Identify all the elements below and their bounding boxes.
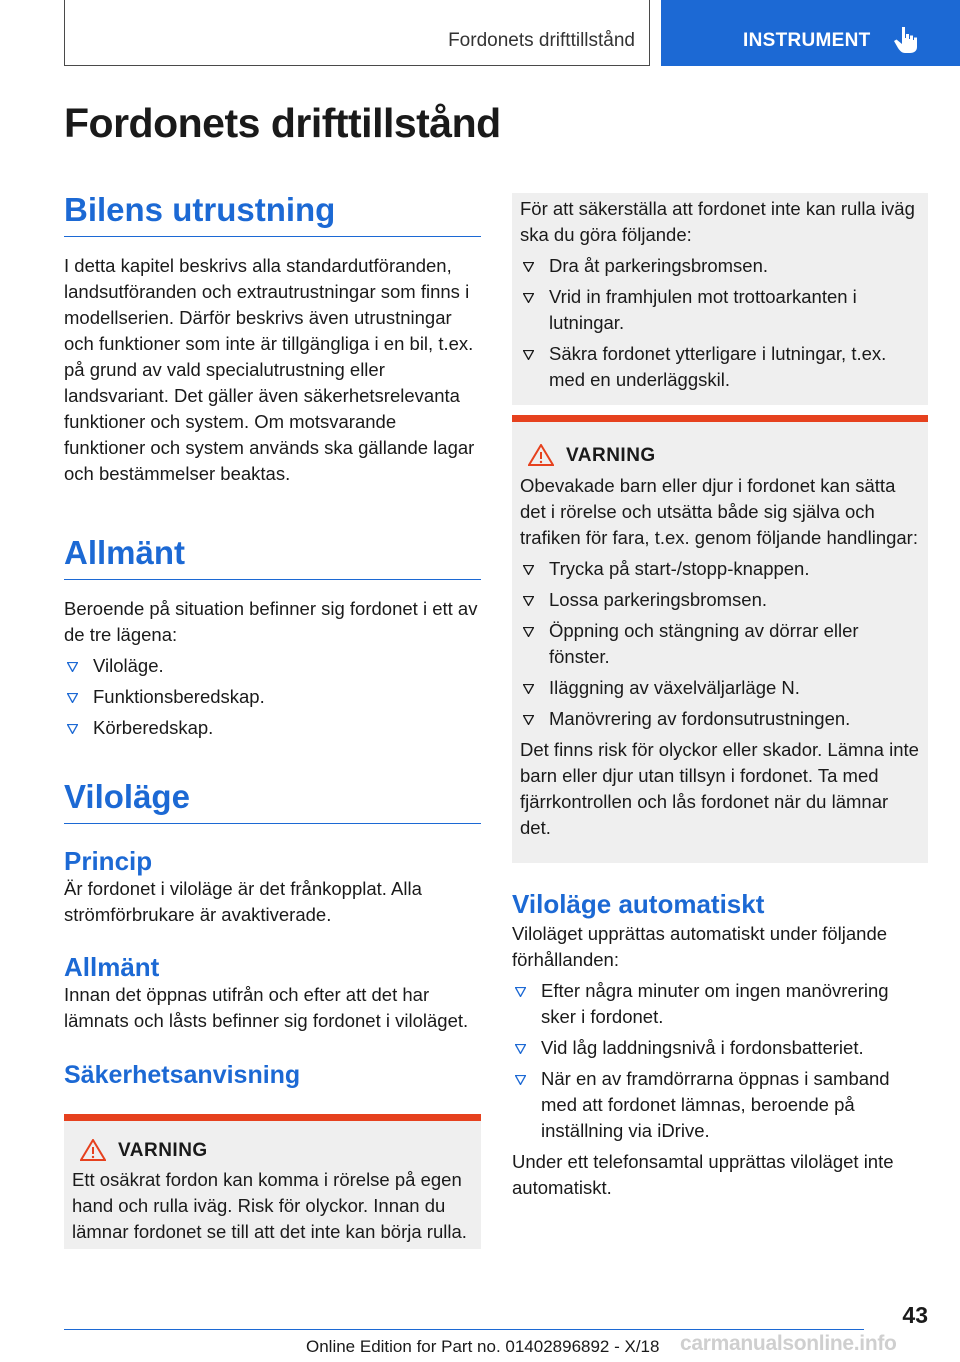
section-heading-allmant: Allmänt	[64, 533, 481, 580]
list-item: När en av framdörrarna öppnas i samband med att fordonet lämnas, beroende på inställning via iDrive.	[512, 1066, 928, 1144]
allmant-list	[64, 653, 481, 741]
left-column	[64, 190, 481, 1249]
auto-outro: Under ett telefonsamtal upprättas viloläget inte automatiskt.	[512, 1151, 894, 1198]
triangle-bullet-icon	[523, 715, 534, 725]
secure-intro: För att säkerställa att fordonet inte kan rulla iväg ska du göra följande:	[520, 198, 915, 245]
subheading-allmant: Allmänt	[64, 952, 160, 982]
warning-actions-list	[520, 556, 920, 732]
triangle-bullet-icon	[523, 565, 534, 575]
section-heading-vilolage: Viloläge	[64, 777, 481, 824]
page-number: 43	[902, 1302, 928, 1328]
bilens-body: I detta kapitel beskrivs alla standardutföranden, landsutföranden och extrautrustningar som finns i modellserien. Därför beskrivs även utrustningar och funktioner som inte är tillgängliga i en bil, t.ex. på grund av vald specialutrustning eller landsvariant. Det gäller även säkerhetsrelevanta funktioner och system. Om motsvarande funktioner och system används ska gällande lagar och bestämmelser beaktas.	[64, 255, 475, 484]
list-item: Körberedskap.	[64, 715, 481, 741]
princip-body: Är fordonet i viloläge är det frånkopplat. Alla strömförbrukare är avaktiverade.	[64, 878, 422, 925]
list-item: Vrid in framhjulen mot trottoarkanten i lutningar.	[520, 284, 920, 336]
header-chapter-tab[interactable]	[661, 0, 960, 66]
warning-outro: Det finns risk för olyckor eller skador. Lämna inte barn eller djur utan tillsyn i fordonet. Ta med fjärrkontrollen och lås fordonet när du lämnar det.	[520, 739, 919, 838]
triangle-bullet-icon	[523, 596, 534, 606]
warning-box-2	[512, 415, 928, 863]
list-item: Viloläge.	[64, 653, 481, 679]
header-chapter-label: INSTRUMENT	[743, 30, 871, 51]
triangle-bullet-icon	[523, 627, 534, 637]
warning-body: Obevakade barn eller djur i fordonet kan sätta det i rörelse och utsätta både sig själva och trafiken för fara, t.ex. genom följande handlingar:	[520, 475, 918, 548]
triangle-bullet-icon	[523, 350, 534, 360]
secure-instructions-box	[512, 193, 928, 405]
right-column	[512, 193, 928, 1201]
list-item: Iläggning av växelväljarläge N.	[520, 675, 920, 701]
auto-list	[512, 978, 928, 1144]
header-section-title: Fordonets drifttillstånd	[448, 30, 635, 51]
pointing-hand-icon	[893, 25, 919, 55]
vilolage-allmant-body: Innan det öppnas utifrån och efter att det har lämnats och låsts befinner sig fordonet i viloläget.	[64, 984, 469, 1031]
list-item: Manövrering av fordonsutrustningen.	[520, 706, 920, 732]
triangle-bullet-icon	[515, 987, 526, 997]
list-item: Öppning och stängning av dörrar eller fönster.	[520, 618, 920, 670]
list-item: Vid låg laddningsnivå i fordonsbatteriet.	[512, 1035, 928, 1061]
warning-header	[72, 1139, 473, 1163]
subheading-sakerhet: Säkerhetsanvisning	[64, 1061, 301, 1089]
footer-watermark: carmanualsonline.info	[680, 1332, 897, 1355]
header-section-box	[64, 0, 650, 66]
triangle-bullet-icon	[523, 684, 534, 694]
triangle-bullet-icon	[515, 1075, 526, 1085]
list-item: Säkra fordonet ytterligare i lutningar, t.ex. med en underläggskil.	[520, 341, 920, 393]
warning-triangle-icon	[528, 444, 554, 466]
warning-label: VARNING	[118, 1140, 208, 1161]
list-item: Efter några minuter om ingen manövrering sker i fordonet.	[512, 978, 928, 1030]
triangle-bullet-icon	[67, 662, 78, 672]
list-item: Trycka på start-/stopp-knappen.	[520, 556, 920, 582]
warning-triangle-icon	[80, 1139, 106, 1161]
list-item: Dra åt parkeringsbromsen.	[520, 253, 920, 279]
triangle-bullet-icon	[523, 293, 534, 303]
triangle-bullet-icon	[523, 262, 534, 272]
triangle-bullet-icon	[515, 1044, 526, 1054]
warning-box-1	[64, 1114, 481, 1249]
warning-body: Ett osäkrat fordon kan komma i rörelse på egen hand och rulla iväg. Risk för olyckor. Innan du lämnar fordonet se till att det inte kan börja rulla.	[72, 1169, 467, 1242]
triangle-bullet-icon	[67, 724, 78, 734]
section-heading-bilens: Bilens utrustning	[64, 190, 481, 237]
secure-list	[520, 253, 920, 393]
allmant-body: Beroende på situation befinner sig fordonet i ett av de tre lägena:	[64, 598, 478, 645]
triangle-bullet-icon	[67, 693, 78, 703]
list-item: Funktionsberedskap.	[64, 684, 481, 710]
subheading-vilolage-auto: Viloläge automatiskt	[512, 889, 765, 919]
footer-edition: Online Edition for Part no. 01402896892 - X/18	[306, 1337, 660, 1356]
warning-label: VARNING	[566, 445, 656, 466]
warning-header	[520, 444, 920, 468]
footer-divider	[64, 1329, 864, 1330]
auto-intro: Viloläget upprättas automatiskt under följande förhållanden:	[512, 923, 888, 970]
list-item: Lossa parkeringsbromsen.	[520, 587, 920, 613]
page-title: Fordonets drifttillstånd	[64, 100, 501, 146]
subheading-princip: Princip	[64, 846, 153, 876]
